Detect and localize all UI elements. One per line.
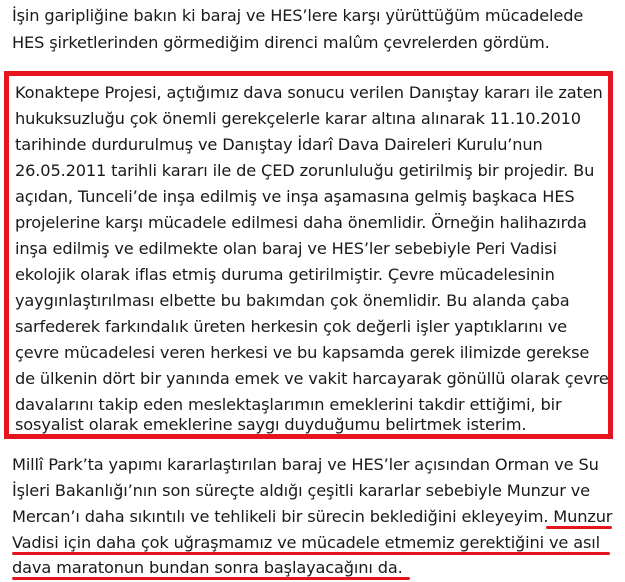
text-line: davalarını takip eden meslektaşlarımın emeklerini takdir ettiğimi, bir [15, 395, 562, 414]
text-line: çevre mücadelesi veren herkesi ve bu kapsamda gerek ilimizde gerekse [15, 343, 590, 362]
text-line: de ülkenin dört bir yanında emek ve vakit harcayarak gönüllü olarak çevre [15, 369, 609, 388]
text-line: inşa edilmiş ve edilmekte olan baraj ve HES’ler sebebiyle Peri Vadisi [15, 239, 557, 258]
text-line: tarihinde durdurulmuş ve Danıştay İdarî Dava Daireleri Kurulu’nun [15, 135, 543, 154]
text-line: Vadisi için daha çok uğraşmamız ve mücadele etmemiz gerektiğini ve asıl [12, 533, 600, 552]
text-line: İşleri Bakanlığı’nın son süreçte aldığı çeşitli kararlar sebebiyle Munzur ve [12, 481, 590, 500]
text-line: açıdan, Tunceli’de inşa edilmiş ve inşa aşamasına gelmiş başkaca HES [15, 187, 575, 206]
red-underline [12, 552, 610, 555]
text-line: dava maratonun bundan sonra başlayacağını da. [12, 558, 403, 577]
red-underline [12, 577, 410, 580]
text-line: yaygınlaştırılması elbette bu bakımdan çok önemlidir. Bu alanda çaba [15, 291, 570, 310]
text-line: hukuksuzluğu çok önemli gerekçelerle karar altına alınarak 11.10.2010 [15, 109, 581, 128]
text-line: projelerine karşı mücadele edilmesi daha önemlidir. Örneğin halihazırda [15, 213, 587, 232]
text-line: sosyalist olarak emeklerine saygı duyduğumu belirtmek isterim. [15, 415, 527, 434]
text-line: Millî Park’ta yapımı kararlaştırılan baraj ve HES’ler açısından Orman ve Su [12, 455, 599, 474]
text-line: HES şirketlerinden görmediğim direnci malûm çevrelerden gördüm. [12, 33, 550, 52]
text-line: ekolojik olarak iflas etmiş duruma getirilmiştir. Çevre mücadelesinin [15, 265, 555, 284]
text-line: 26.05.2011 tarihli kararı ile de ÇED zorunluluğu getirilmiş bir projedir. Bu [15, 161, 595, 180]
text-line: sarfederek farkındalık üreten herkesin çok değerli işler yaptıklarını ve [15, 317, 567, 336]
text-line: İşin garipliğine bakın ki baraj ve HES’lere karşı yürüttüğüm mücadelede [12, 6, 584, 25]
text-line: Konaktepe Projesi, açtığımız dava sonucu verilen Danıştay kararı ile zaten [15, 83, 603, 102]
text-line: Mercan’ı daha sıkıntılı ve tehlikeli bir sürecin beklediğini ekleyeyim. Munzur [12, 507, 613, 526]
red-underline [546, 526, 612, 529]
